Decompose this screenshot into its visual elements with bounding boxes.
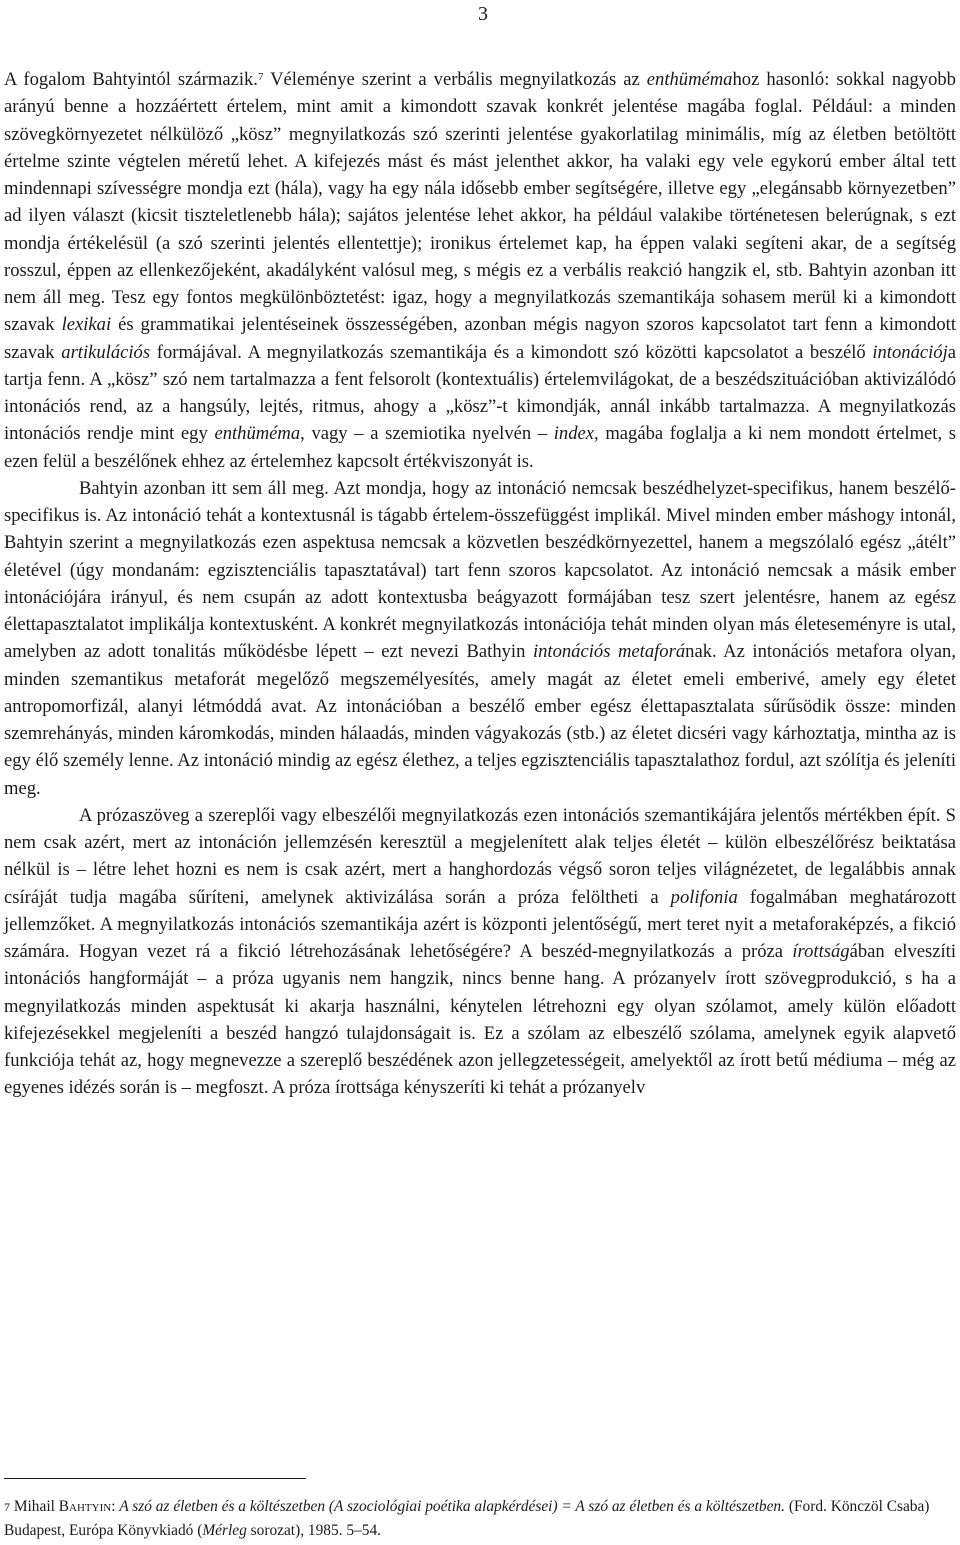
footnote-segment: A szó az életben és a költészetben (A szociológiai poétika alapkérdései) = A szó az életben és a költészetben.	[119, 1498, 785, 1515]
text-segment: intonációs metaforá	[532, 641, 686, 663]
paragraph-3	[4, 802, 956, 1102]
footnote-segment: Mérleg	[202, 1522, 247, 1539]
text-segment: ában elveszíti intonációs hangformáját – a próza ugyanis nem hangzik, nincs benne hang. A prózanyelv írott szövegprodukció, s ha a megnyilatkozás minden aspektusát ki akarja használni, kénytelen létrehozni egy olyan szólamot, amely külön előadott kifejezésekkel megjeleníti a beszéd hangzó tulajdonságait is. Ez a szólam az elbeszélő szólama, amelynek egyik alapvető funkciója tehát az, hogy megnevezze a szereplő beszédének azon jellegzetességeit, amelyektől az írott betű médiuma – még az egyenes idézés során is – megfoszt. A próza írottsága kényszeríti ki tehát a prózanyelv	[4, 941, 957, 1099]
text-segment: enthüméma	[646, 69, 733, 90]
text-segment: , vagy – a szemiotika nyelvén –	[300, 423, 554, 445]
text-segment: a tartja fenn. A „kösz” szó nem tartalmazza a fent felsorolt (kontextuális) értelemvilágokat, de a beszédszituációban aktivizálódó intonációs rend, az a hangsúly, lejtés, ritmus, ahogy a „kösz”-t kimondják, annál inkább tartalmazza. A megnyilatkozás intonációs rendje mint egy	[4, 341, 957, 445]
text-segment: , magába foglalja a ki nem mondott értelmet, s ezen felül a beszélőnek ehhez az értelemhez kapcsolt értékviszonyát is.	[4, 423, 956, 472]
footnote	[4, 1495, 956, 1543]
text-segment: hoz hasonló: sokkal nagyobb arányú benne a hozzáértett értelem, mint amit a kimondott szavak konkrét jelentése magába foglal. Például: a minden szövegkörnyezetet nélkülöző „kösz” megnyilatkozás szó szerinti jelentése gyakorlatilag minimális, míg az életben betöltött értelme szinte végtelen méretű lehet. A kifejezés mást és mást jelenthet akkor, ha valaki egy vele egykorú ember által tett mindennapi szívességre mondja ezt (hála), vagy ha egy nála idősebb ember segítségére, illetve egy „elegánsabb környezetben” ad ilyen választ (kicsit tiszteletlenebb hála); sajátos jelentése lehet akkor, ha például valakibe történetesen belerúgnak, s ezt mondja értékelésül (a szó szerinti jelentés ellentettje); ironikus értelemet kap, ha éppen valaki segíteni akar, de a segítség rosszul, éppen az ellenkezőjeként, akadályként valósul meg, s mégis ez a verbális reakció hangzik el, stb. Bahtyin azonban itt nem áll meg. Tesz egy fontos megkülönböztetést: igaz, hogy a megnyilatkozás szemantikája sohasem merül ki a kimondott szavak	[4, 69, 956, 336]
body-text	[4, 66, 956, 1102]
footnote-body	[4, 1498, 929, 1539]
text-segment: fogalmában meghatározott jellemzőket. A megnyilatkozás intonációs szemantikája azért is központi jelentőségű, mert teret nyit a metaforaképzés, a fikció számára. Hogyan vezet rá a fikció létrehozásának lehetőségére? A beszéd-megnyilatkozás a próza	[4, 886, 956, 962]
footnote-text	[4, 1495, 956, 1543]
footnote-number: 7	[4, 1500, 10, 1514]
text-segment: intonációj	[872, 341, 948, 363]
footnote-separator	[4, 1478, 306, 1479]
text-segment: formájával. A megnyilatkozás szemantikája és a kimondott szó közötti kapcsolatot a beszélő	[150, 341, 873, 363]
text-segment: és grammatikai jelentéseinek összességében, azonban mégis nagyon szoros kapcsolatot tart fenn a kimondott szavak	[4, 314, 956, 363]
text-segment: enthüméma	[214, 423, 301, 445]
text-segment: artikulációs	[61, 341, 151, 363]
text-segment: A prózaszöveg a szereplői vagy elbeszélői megnyilatkozás ezen intonációs szemantikájára jelentős mértékben épít. S nem csak azért, mert az intonáción jellemzésén keresztül a megjelenített alak teljes életét – külön elbeszélőrész beiktatása nélkül is – létre lehet hozni es nem is csak azért, mert a hanghordozás végső soron teljes világnézetet, de legalábbis annak csíráját tudja magába sűríteni, amelynek aktivizálása során a próza felöltheti a	[4, 804, 956, 908]
text-segment: lexikai	[61, 314, 112, 336]
footnote-segment: (Ford. Könczöl Csaba) Budapest, Európa Könyvkiadó (	[4, 1498, 930, 1539]
page-number: 3	[478, 3, 488, 25]
paragraph-1	[4, 66, 956, 475]
footnote-segment: :	[111, 1498, 120, 1515]
text-segment: A fogalom Bahtyintól származik.	[4, 69, 258, 90]
text-segment: nak. Az intonációs metafora olyan, minden szemantikus metaforát megelőző megszemélyesítés, amely magát az életet emeli emberivé, amely egy életet antropomorfizál, alanyi létmóddá avat. Az intonációban a beszélő ember egész élettapasztalata sűrűsödik össze: minden szemrehányás, minden káromkodás, minden hálaadás, minden vágyakozás (stb.) az életet dicséri vagy kárhoztatja, mintha az is egy élő személy lenne. Az intonáció mindig az egész élethez, a teljes egzisztenciális tapasztalathoz fordul, azt szólítja és jeleníti meg.	[4, 641, 956, 799]
text-segment: Véleménye szerint a verbális megnyilatkozás az	[263, 69, 647, 90]
text-segment: Bahtyin azonban itt sem áll meg. Azt mondja, hogy az intonáció nemcsak beszédhelyzet-specifikus, hanem beszélő-specifikus is. Az intonáció tehát a kontextusnál is tágabb értelem-összefüggést implikál. Mivel minden ember máshogy intonál, Bahtyin szerint a megnyilatkozás ezen aspektusa nemcsak a közvetlen beszédkörnyezettel, hanem a megszólaló egész „átélt” életével (úgy mondanám: egzisztenciális tapasztatával) tart fenn szoros kapcsolatot. Az intonáció nemcsak a másik ember intonációjára irányul, és nem csupán az adott kontextusba beágyazott formájában tesz szert jelentésre, hanem az egész élettapasztalatot implikálja kontextusként. A konkrét megnyilatkozás intonációja tehát minden olyan más életeseményre is utal, amelyben az adott tonalitás működésbe lépett – ezt nevezi Bathyin	[4, 477, 956, 663]
text-segment: polifonia	[670, 886, 738, 908]
footnote-reference: 7	[257, 71, 264, 83]
footnote-segment: sorozat), 1985. 5–54.	[246, 1522, 381, 1539]
paragraph-2	[4, 475, 956, 802]
footnote-segment: Bahtyin	[58, 1498, 112, 1515]
text-segment: index	[553, 423, 595, 445]
footnote-segment: Mihail	[10, 1498, 59, 1515]
text-segment: írottság	[792, 941, 850, 962]
